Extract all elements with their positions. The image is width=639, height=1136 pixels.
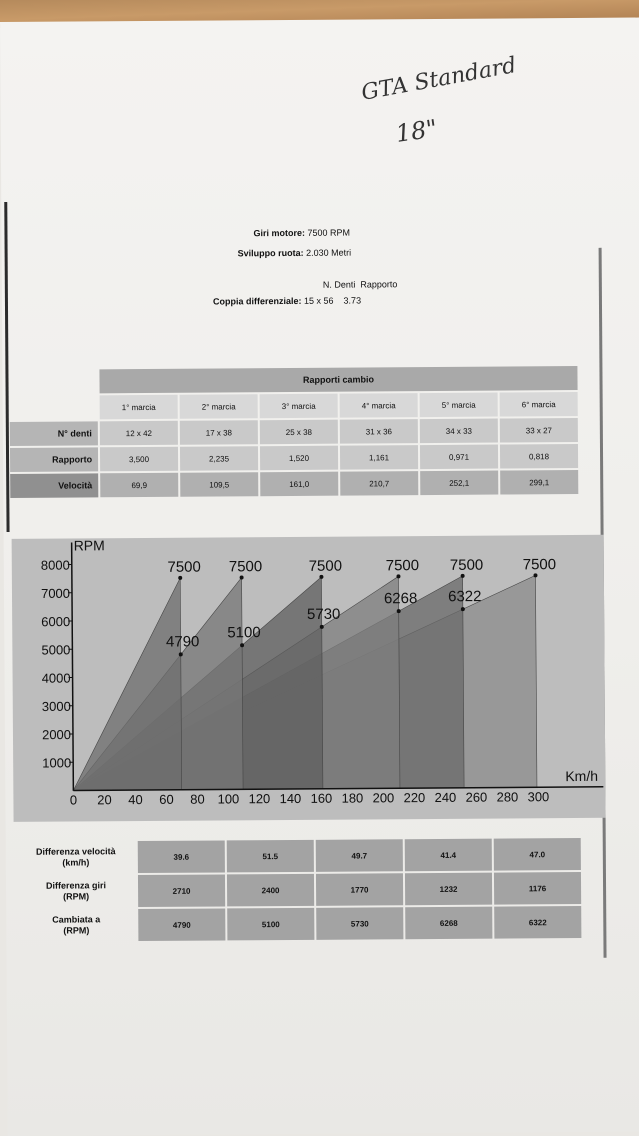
row-label-speed-diff: Differenza velocità (km/h) bbox=[35, 846, 116, 868]
shift-rpm-label: 4790 bbox=[165, 633, 200, 651]
table-cell: 41.4 bbox=[405, 839, 492, 872]
shift-point bbox=[240, 643, 244, 647]
x-tick-label: 100 bbox=[217, 791, 240, 807]
table-cell: 161,0 bbox=[260, 472, 338, 497]
y-axis bbox=[72, 543, 74, 791]
table-cell: 1176 bbox=[494, 872, 581, 905]
table-cell: 6322 bbox=[494, 906, 581, 939]
gear-header: 2° marcia bbox=[180, 394, 258, 419]
handwritten-title: GTA Standard bbox=[359, 52, 519, 106]
x-tick-label: 200 bbox=[372, 790, 395, 806]
top-point bbox=[178, 576, 182, 580]
table-row bbox=[10, 444, 578, 472]
shift-rpm-label: 5730 bbox=[306, 605, 341, 623]
table-cell: 1,161 bbox=[340, 445, 418, 470]
table-cell: 39.6 bbox=[138, 840, 225, 873]
table-cell: 2710 bbox=[138, 874, 225, 907]
table-cell: 6268 bbox=[405, 907, 492, 940]
wheel-development-line bbox=[238, 248, 352, 259]
row-label-ratio: Rapporto bbox=[10, 447, 98, 472]
table-row bbox=[16, 872, 581, 908]
table-cell: 4790 bbox=[138, 908, 225, 941]
x-tick-label: 260 bbox=[465, 789, 488, 805]
diff-column-headers bbox=[323, 279, 398, 290]
top-rpm-label: 7500 bbox=[385, 557, 420, 575]
y-tick-label: 8000 bbox=[40, 557, 70, 573]
y-tick-label: 1000 bbox=[42, 755, 72, 771]
differential-teeth: 15 x 56 bbox=[303, 295, 334, 306]
table-cell: 5100 bbox=[227, 908, 314, 941]
x-tick-label: 0 bbox=[69, 792, 78, 808]
y-tick-label: 2000 bbox=[42, 727, 72, 743]
wheel-development-label: Sviluppo ruota: bbox=[237, 247, 304, 259]
table-cell: 31 x 36 bbox=[340, 419, 418, 444]
x-tick-label: 20 bbox=[97, 792, 112, 808]
table-cell: 3,500 bbox=[100, 447, 178, 472]
table-cell: 33 x 27 bbox=[500, 418, 578, 443]
x-tick-label: 160 bbox=[310, 790, 333, 806]
engine-rpm-label: Giri motore: bbox=[253, 227, 306, 239]
top-point bbox=[533, 573, 537, 577]
table-cell: 0,971 bbox=[420, 445, 498, 470]
empty-corner bbox=[10, 395, 98, 420]
gear-header: 3° marcia bbox=[260, 394, 338, 419]
engine-rpm-line bbox=[253, 228, 350, 239]
paper-sheet bbox=[0, 18, 639, 1136]
table-cell: 69,9 bbox=[100, 473, 178, 498]
empty-corner bbox=[9, 369, 97, 394]
row-label-speed: Velocità bbox=[10, 473, 98, 498]
table-cell: 1770 bbox=[316, 873, 403, 906]
shift-point bbox=[320, 625, 324, 629]
x-tick-label: 220 bbox=[403, 790, 426, 806]
table-cell: 109,5 bbox=[180, 472, 258, 497]
shift-point bbox=[179, 652, 183, 656]
gear-header: 5° marcia bbox=[420, 393, 498, 418]
top-rpm-label: 7500 bbox=[167, 558, 201, 576]
table-cell: 34 x 33 bbox=[420, 419, 498, 444]
gear-area-1 bbox=[72, 578, 182, 791]
differential-line bbox=[213, 295, 361, 306]
shift-point bbox=[461, 607, 465, 611]
shift-rpm-label: 6268 bbox=[383, 590, 418, 608]
table-cell: 2,235 bbox=[180, 446, 258, 471]
table-row bbox=[16, 906, 581, 942]
row-label-rpm-diff: Differenza giri (RPM) bbox=[45, 880, 107, 902]
table-cell: 0,818 bbox=[500, 444, 578, 469]
y-tick-label: 5000 bbox=[41, 642, 71, 658]
chart-svg bbox=[12, 535, 606, 822]
x-tick-label: 180 bbox=[341, 790, 364, 806]
handwritten-wheel-size: 18" bbox=[393, 114, 440, 148]
table-cell: 5730 bbox=[316, 907, 403, 940]
y-axis-label: RPM bbox=[73, 537, 105, 554]
teeth-column-header: N. Denti bbox=[322, 279, 356, 290]
top-point bbox=[240, 575, 244, 579]
table-cell: 252,1 bbox=[420, 471, 498, 496]
shift-rpm-label: 5100 bbox=[227, 624, 261, 642]
table-cell: 47.0 bbox=[494, 838, 581, 871]
y-tick-label: 7000 bbox=[41, 585, 71, 601]
wheel-development-value: 2.030 Metri bbox=[306, 247, 352, 258]
gear-ratio-table bbox=[7, 364, 580, 500]
table-row bbox=[10, 418, 578, 446]
x-tick-label: 280 bbox=[496, 789, 519, 805]
shift-rpm-label: 6322 bbox=[448, 588, 482, 606]
top-rpm-label: 7500 bbox=[522, 556, 557, 574]
gear-header: 1° marcia bbox=[100, 395, 178, 420]
engine-rpm-value: 7500 RPM bbox=[307, 227, 351, 238]
table-cell: 1232 bbox=[405, 873, 492, 906]
x-axis-label: Km/h bbox=[565, 767, 599, 785]
table-cell: 17 x 38 bbox=[180, 420, 258, 445]
table-cell: 51.5 bbox=[227, 840, 314, 873]
top-point bbox=[319, 575, 323, 579]
shift-point bbox=[397, 609, 401, 613]
shift-difference-table bbox=[14, 836, 584, 944]
x-tick-label: 120 bbox=[248, 791, 271, 807]
table-cell: 1,520 bbox=[260, 446, 338, 471]
y-tick-label: 6000 bbox=[41, 614, 71, 630]
gear-header: 4° marcia bbox=[340, 393, 418, 418]
differential-label: Coppia differenziale: bbox=[212, 295, 302, 307]
top-rpm-label: 7500 bbox=[449, 556, 484, 574]
table-row bbox=[10, 470, 578, 498]
table-cell: 210,7 bbox=[340, 471, 418, 496]
top-point bbox=[396, 574, 400, 578]
table-row bbox=[16, 838, 581, 874]
gear-table-title: Rapporti cambio bbox=[99, 366, 577, 393]
row-label-teeth: N° denti bbox=[10, 421, 98, 446]
rpm-speed-chart bbox=[12, 535, 606, 822]
top-rpm-label: 7500 bbox=[308, 557, 343, 575]
ratio-column-header: Rapporto bbox=[360, 279, 398, 290]
y-tick-label: 3000 bbox=[41, 698, 71, 714]
table-cell: 12 x 42 bbox=[100, 421, 178, 446]
top-rpm-label: 7500 bbox=[228, 558, 263, 576]
table-cell: 49.7 bbox=[316, 839, 403, 872]
x-tick-label: 240 bbox=[434, 789, 457, 805]
x-tick-label: 60 bbox=[159, 791, 174, 807]
x-tick-label: 80 bbox=[190, 791, 205, 807]
differential-ratio: 3.73 bbox=[343, 295, 362, 306]
x-tick-label: 140 bbox=[279, 790, 302, 807]
x-tick-label: 40 bbox=[128, 792, 143, 808]
y-tick-label: 4000 bbox=[41, 670, 71, 686]
table-cell: 299,1 bbox=[500, 470, 578, 495]
x-tick-label: 300 bbox=[527, 789, 550, 805]
row-label-shift-rpm: Cambiata a (RPM) bbox=[52, 914, 101, 936]
top-point bbox=[461, 574, 465, 578]
table-cell: 25 x 38 bbox=[260, 420, 338, 445]
gear-header: 6° marcia bbox=[500, 392, 578, 417]
table-cell: 2400 bbox=[227, 874, 314, 907]
